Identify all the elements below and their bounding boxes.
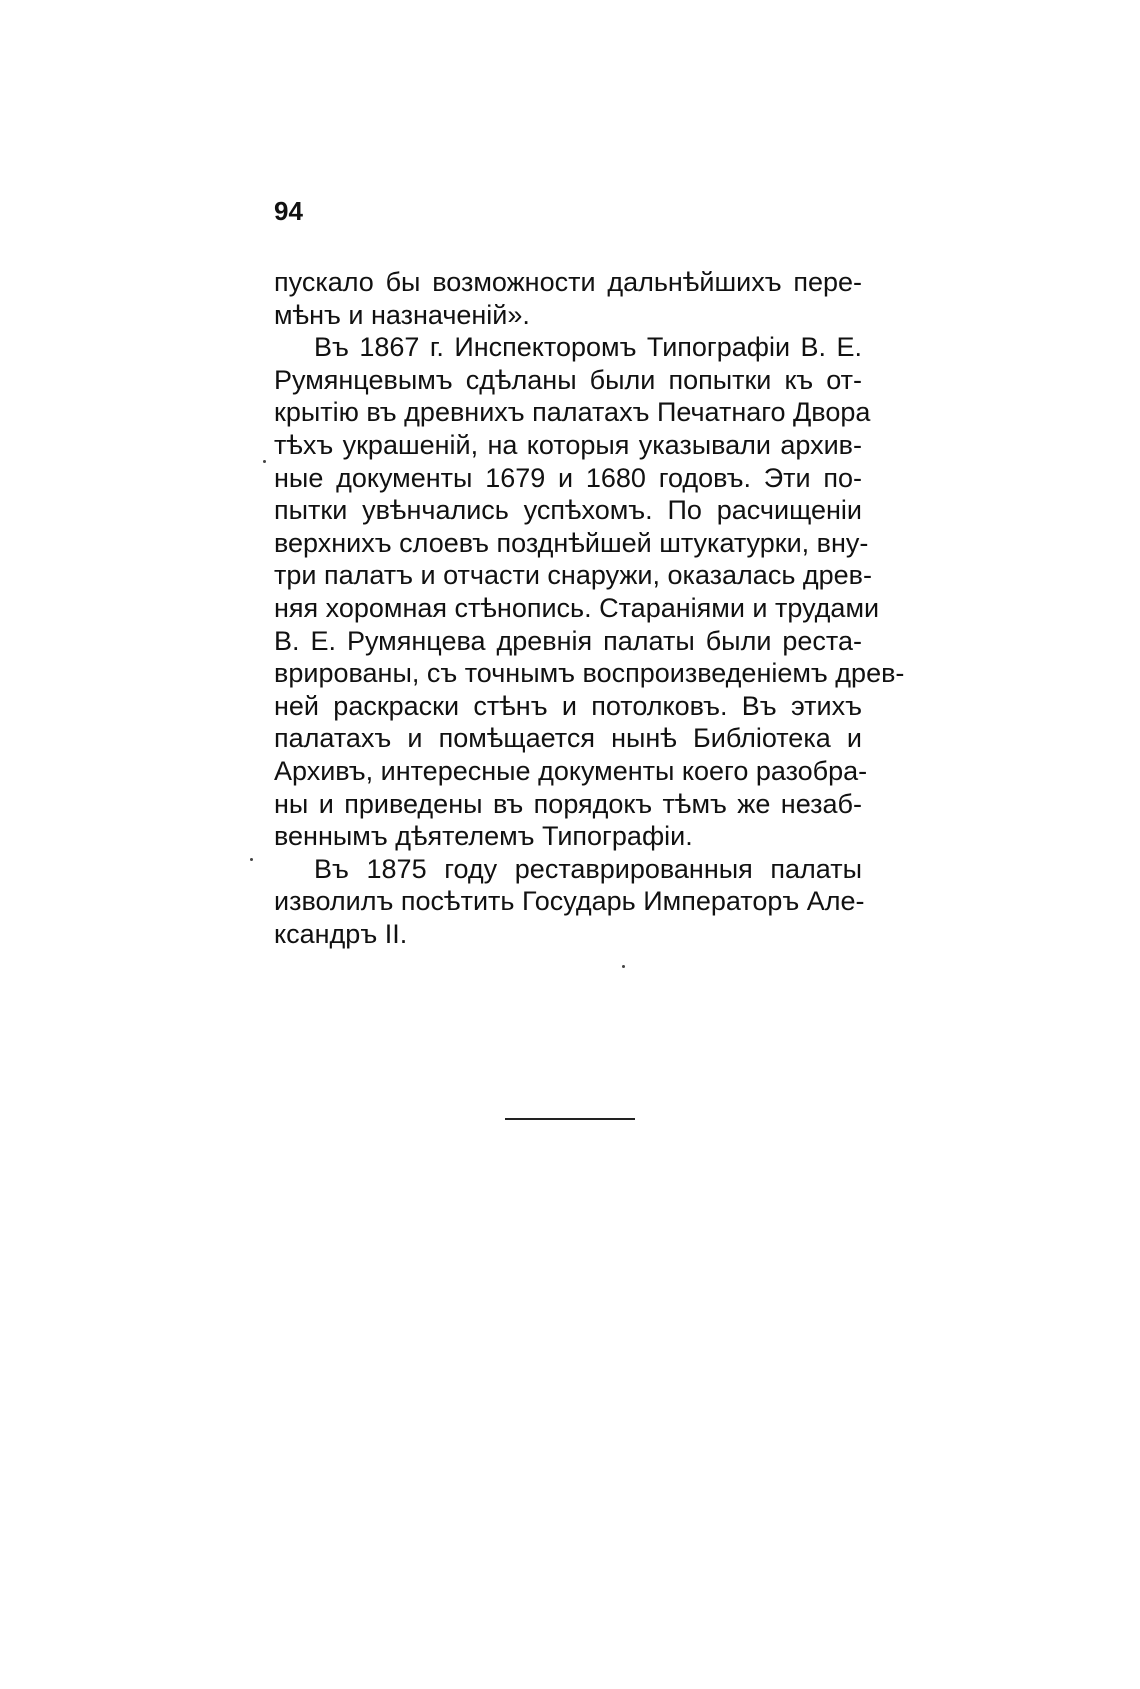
section-end-rule (505, 1118, 635, 1120)
text-line: няя хоромная стѣнопись. Стараніями и трудами (274, 592, 880, 623)
body-text (274, 266, 905, 950)
text-line: мѣнъ и назначеній». (274, 299, 530, 330)
text-line: верхнихъ слоевъ позднѣйшей штукатурки, вну- (274, 527, 869, 558)
text-line: ные документы 1679 и 1680 годовъ. Эти по- (274, 462, 862, 493)
text-line: Въ 1875 году реставрированныя палаты (314, 853, 862, 884)
text-line: пытки увѣнчались успѣхомъ. По расчищеніи (274, 495, 862, 526)
text-line: В. Е. Румянцева древнія палаты были реста- (274, 625, 862, 656)
text-line: тѣхъ украшеній, на которыя указывали архив- (274, 429, 862, 460)
scan-speck (263, 460, 266, 463)
text-line: ны и приведены въ порядокъ тѣмъ же незаб- (274, 788, 862, 819)
text-line: изволилъ посѣтить Государь Императоръ Але- (274, 886, 865, 917)
text-line: пускало бы возможности дальнѣйшихъ пере- (274, 267, 862, 297)
text-line: ней раскраски стѣнъ и потолковъ. Въ этихъ (274, 690, 862, 721)
scan-speck (622, 965, 625, 968)
text-line: Въ 1867 г. Инспекторомъ Типографіи В. Е. (314, 332, 862, 363)
text-line: крытію въ древнихъ палатахъ Печатнаго Двора (274, 397, 871, 428)
text-line: три палатъ и отчасти снаружи, оказалась древ- (274, 560, 873, 591)
text-line: Архивъ, интересные документы коего разобра- (274, 755, 868, 786)
text-line: веннымъ дѣятелемъ Типографіи. (274, 821, 693, 852)
scan-speck (250, 858, 253, 861)
page-number: 94 (274, 196, 303, 226)
text-line: Румянцевымъ сдѣланы были попытки къ от- (274, 364, 862, 395)
text-line: ксандръ II. (274, 918, 408, 949)
text-line: врированы, съ точнымъ воспроизведеніемъ древ- (274, 658, 905, 689)
text-line: палатахъ и помѣщается нынѣ Библіотека и (274, 723, 862, 754)
